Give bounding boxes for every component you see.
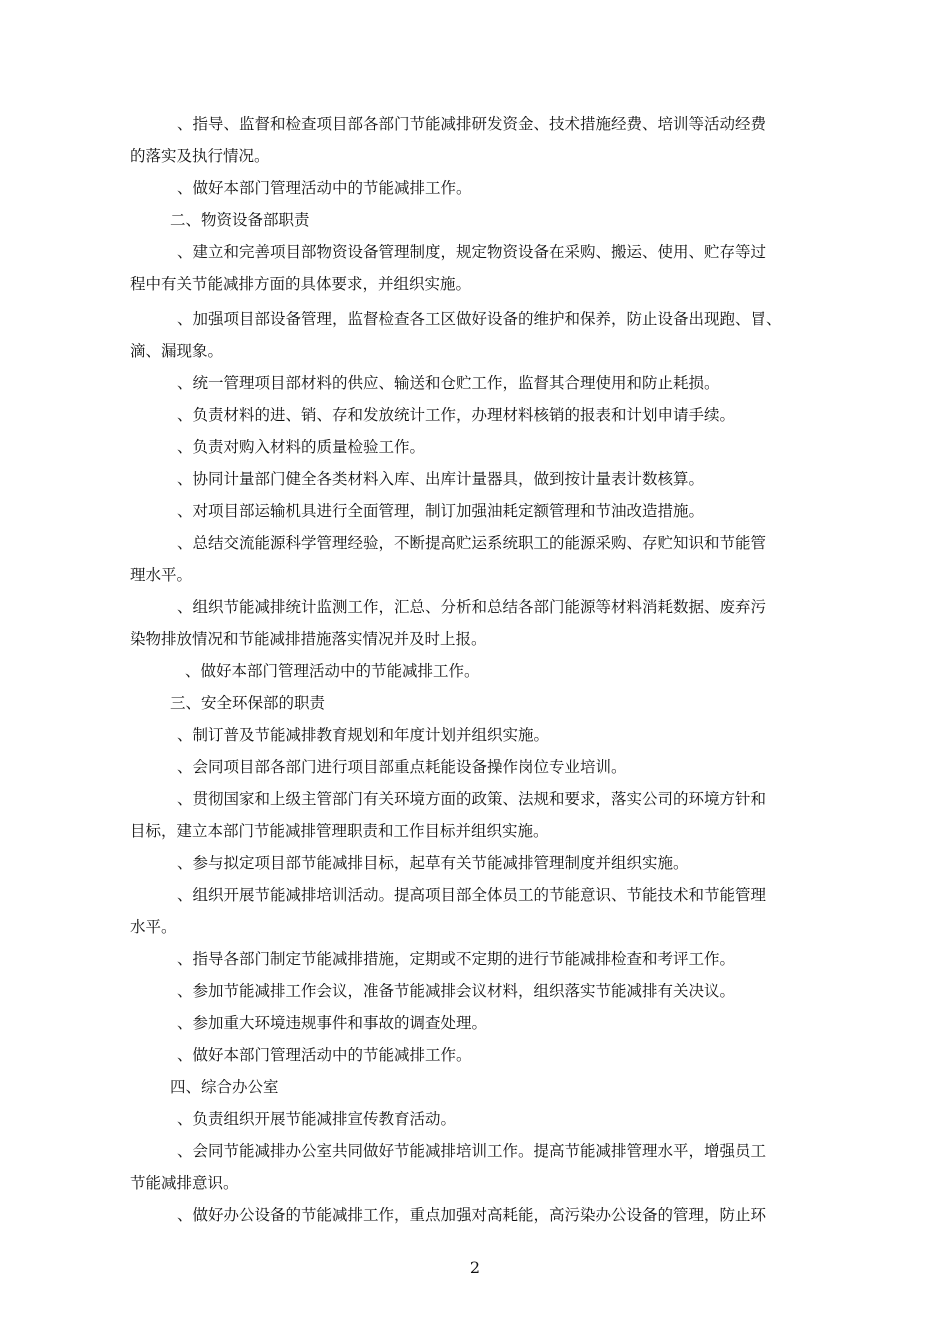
text-line: 、制订普及节能减排教育规划和年度计划并组织实施。 <box>177 726 550 744</box>
text-line: 、指导各部门制定节能减排措施，定期或不定期的进行节能减排检查和考评工作。 <box>177 950 736 968</box>
text-line: 、总结交流能源科学管理经验，不断提高贮运系统职工的能源采购、存贮知识和节能管 <box>177 534 767 552</box>
text-line: 、组织开展节能减排培训活动。提高项目部全体员工的节能意识、节能技术和节能管理 <box>177 886 767 904</box>
text-line: 、负责材料的进、销、存和发放统计工作，办理材料核销的报表和计划申请手续。 <box>177 406 736 424</box>
section-heading: 二、物资设备部职责 <box>170 211 310 229</box>
text-line: 、参加重大环境违规事件和事故的调查处理。 <box>177 1014 488 1032</box>
text-line: 、负责对购入材料的质量检验工作。 <box>177 438 426 456</box>
text-line: 、统一管理项目部材料的供应、输送和仓贮工作，监督其合理使用和防止耗损。 <box>177 374 720 392</box>
text-line: 、做好本部门管理活动中的节能减排工作。 <box>185 662 480 680</box>
text-line: 、做好本部门管理活动中的节能减排工作。 <box>177 179 472 197</box>
text-line: 、对项目部运输机具进行全面管理，制订加强油耗定额管理和节油改造措施。 <box>177 502 705 520</box>
text-line: 、会同节能减排办公室共同做好节能减排培训工作。提高节能减排管理水平，增强员工 <box>177 1142 767 1160</box>
text-line: 、贯彻国家和上级主管部门有关环境方面的政策、法规和要求，落实公司的环境方针和 <box>177 790 767 808</box>
text-line: 水平。 <box>130 918 177 936</box>
text-line: 、参加节能减排工作会议，准备节能减排会议材料，组织落实节能减排有关决议。 <box>177 982 736 1000</box>
text-line: 的落实及执行情况。 <box>130 147 270 165</box>
text-line: 、协同计量部门健全各类材料入库、出库计量器具，做到按计量表计数核算。 <box>177 470 705 488</box>
text-line: 理水平。 <box>130 566 193 584</box>
text-line: 、做好本部门管理活动中的节能减排工作。 <box>177 1046 472 1064</box>
text-line: 、参与拟定项目部节能减排目标，起草有关节能减排管理制度并组织实施。 <box>177 854 689 872</box>
text-line: 目标，建立本部门节能减排管理职责和工作目标并组织实施。 <box>130 822 549 840</box>
section-heading: 四、综合办公室 <box>170 1078 279 1096</box>
text-line: 、负责组织开展节能减排宣传教育活动。 <box>177 1110 457 1128</box>
text-line: 、做好办公设备的节能减排工作，重点加强对高耗能，高污染办公设备的管理，防止环 <box>177 1206 767 1224</box>
page-number: 2 <box>469 1258 481 1277</box>
text-line: 滴、漏现象。 <box>130 342 224 360</box>
text-line: 、加强项目部设备管理，监督检查各工区做好设备的维护和保养，防止设备出现跑、冒、 <box>177 310 782 328</box>
text-line: 、组织节能减排统计监测工作，汇总、分析和总结各部门能源等材料消耗数据、废弃污 <box>177 598 767 616</box>
text-line: 、指导、监督和检查项目部各部门节能减排研发资金、技术措施经费、培训等活动经费 <box>177 115 767 133</box>
text-line: 染物排放情况和节能减排措施落实情况并及时上报。 <box>130 630 487 648</box>
section-heading: 三、安全环保部的职责 <box>170 694 326 712</box>
text-line: 节能减排意识。 <box>130 1174 239 1192</box>
text-line: 、建立和完善项目部物资设备管理制度，规定物资设备在采购、搬运、使用、贮存等过 <box>177 243 767 261</box>
text-line: 程中有关节能减排方面的具体要求，并组织实施。 <box>130 275 472 293</box>
text-line: 、会同项目部各部门进行项目部重点耗能设备操作岗位专业培训。 <box>177 758 627 776</box>
